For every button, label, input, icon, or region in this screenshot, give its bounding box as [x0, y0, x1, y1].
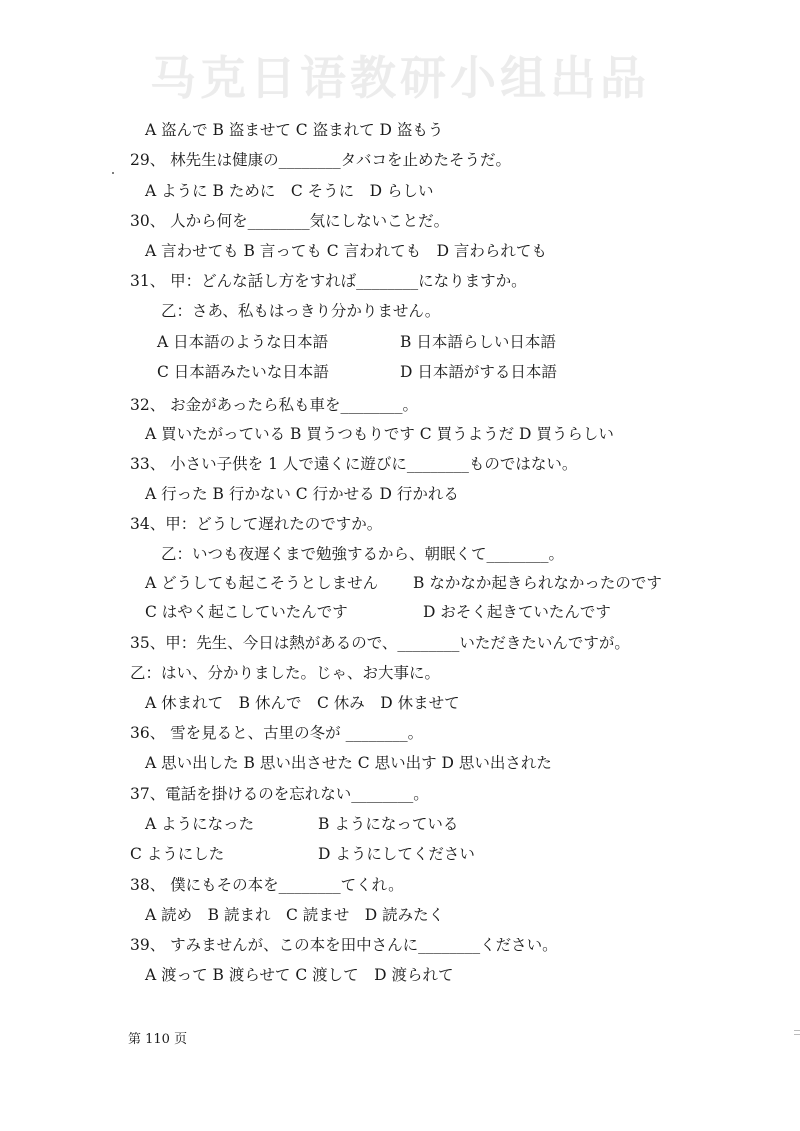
- q31-option-c: C 日本語みたいな日本語: [157, 363, 329, 381]
- question-33: 33、 小さい子供を 1 人で遠くに遊びに________ものではない。: [130, 455, 578, 473]
- question-35: 35、甲：先生、今日は熱があるので、________いただきたいんですが。: [130, 634, 630, 652]
- question-29: 29、 林先生は健康の________タバコを止めたそうだ。: [130, 151, 511, 169]
- q35-reply: 乙：はい、分かりました。じゃ、お大事に。: [130, 664, 441, 682]
- q31-option-a: A 日本語のような日本語: [157, 333, 329, 351]
- question-39: 39、 すみませんが、この本を田中さんに________ください。: [130, 936, 558, 954]
- q37-option-a: A ようになった: [145, 815, 255, 833]
- q38-options: A 読め B 読まれ C 読ませ D 読みたく: [145, 906, 445, 924]
- q37-option-d: D ようにしてください: [318, 845, 475, 863]
- scan-speck: [112, 172, 114, 174]
- q34-option-a: A どうしても起こそうとしません: [145, 574, 379, 592]
- page-number: 第 110 页: [128, 1032, 188, 1047]
- question-38: 38、 僕にもその本を________てくれ。: [130, 876, 404, 894]
- question-36: 36、 雪を見ると、古里の冬が ________。: [130, 724, 424, 742]
- question-30: 30、 人から何を________気にしないことだ。: [130, 212, 450, 230]
- q35-options: A 休まれて B 休んで C 休み D 休ませて: [145, 694, 460, 712]
- q34-option-d: D おそく起きていたんです: [423, 603, 611, 621]
- q34-reply: 乙：いつも夜遅くまで勉強するから、朝眠くて________。: [161, 545, 565, 563]
- q36-options: A 思い出した B 思い出させた C 思い出す D 思い出された: [145, 754, 552, 772]
- question-31: 31、 甲：どんな話し方をすれば________になりますか。: [130, 272, 527, 290]
- q37-option-c: C ようにした: [130, 845, 225, 863]
- question-34: 34、甲：どうして遅れたのですか。: [130, 515, 383, 533]
- q30-options: A 言わせても B 言っても C 言われても D 言わられても: [145, 242, 547, 260]
- q31-option-d: D 日本語がする日本語: [400, 363, 557, 381]
- q33-options: A 行った B 行かない C 行かせる D 行かれる: [145, 485, 459, 503]
- question-32: 32、 お金があったら私も車を________。: [130, 396, 418, 414]
- q37-option-b: B ようになっている: [318, 815, 459, 833]
- q31-option-b: B 日本語らしい日本語: [400, 333, 556, 351]
- q31-reply: 乙：さあ、私もはっきり分かりません。: [161, 302, 441, 320]
- q34-option-b: B なかなか起きられなかったのです: [413, 574, 662, 592]
- q29-options: A ように B ために C そうに D らしい: [145, 182, 434, 200]
- watermark: 马克日语教研小组出品: [150, 51, 650, 105]
- q28-options: A 盗んで B 盗ませて C 盗まれて D 盗もう: [145, 121, 444, 139]
- q32-options: A 買いたがっている B 買うつもりです C 買うようだ D 買うらしい: [145, 425, 614, 443]
- q39-options: A 渡って B 渡らせて C 渡して D 渡られて: [145, 966, 454, 984]
- question-37: 37、電話を掛けるのを忘れない________。: [130, 785, 429, 803]
- q34-option-c: C はやく起こしていたんです: [145, 603, 348, 621]
- scan-edge-mark: [794, 1030, 800, 1031]
- scan-edge-mark: [794, 1034, 800, 1035]
